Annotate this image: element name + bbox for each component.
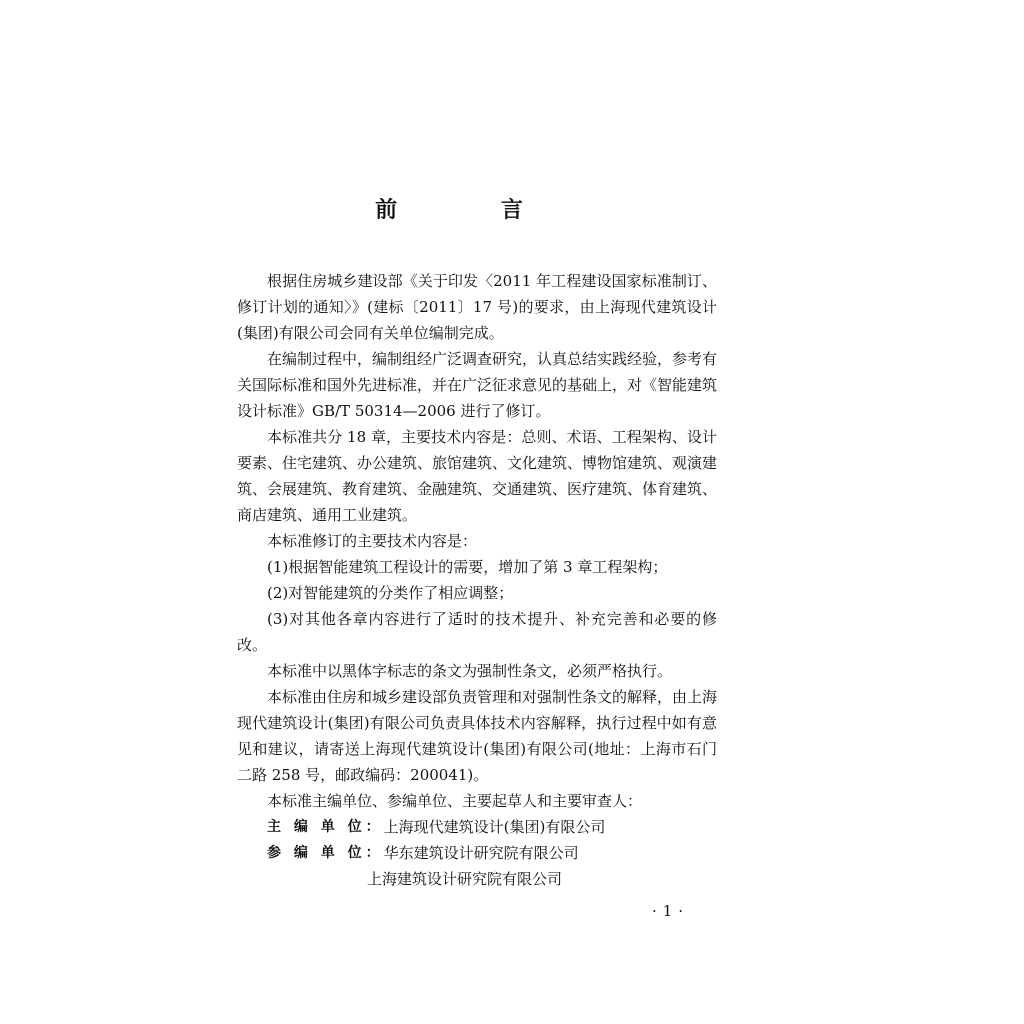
revision-item-1: (1)根据智能建筑工程设计的需要，增加了第 3 章工程架构； [267, 558, 668, 576]
revision-item-3: (3)对其他各章内容进行了适时的技术提升、补充完善和必要的修改。 [237, 610, 717, 654]
paragraph-3: 本标准共分 18 章，主要技术内容是：总则、术语、工程架构、设计要素、住宅建筑、办公建筑、旅馆建筑、文化建筑、博物馆建筑、观演建筑、会展建筑、教育建筑、金融建筑、交通建筑、医疗建筑、体育建筑、商店建筑、通用工业建筑。 [237, 428, 718, 524]
paragraph-1: 根据住房城乡建设部《关于印发〈2011 年工程建设国家标准制订、修订计划的通知〉》(建标〔2011〕17 号)的要求，由上海现代建筑设计(集团)有限公司会同有关单位编制完成。 [237, 272, 717, 342]
chief-editor-value: 上海现代建筑设计(集团)有限公司 [383, 818, 606, 836]
chief-editor-label: 主 编 单 位： [267, 819, 384, 835]
participants-row [237, 840, 717, 866]
paragraph-7: 本标准主编单位、参编单位、主要起草人和主要审查人： [267, 792, 643, 810]
paragraph-5: 本标准中以黑体字标志的条文为强制性条文，必须严格执行。 [267, 662, 673, 680]
chief-editor-row [237, 814, 717, 840]
paragraph-4: 本标准修订的主要技术内容是： [267, 532, 478, 550]
body-text [237, 268, 717, 892]
paragraph-2: 在编制过程中，编制组经广泛调查研究，认真总结实践经验，参考有关国际标准和国外先进标准，并在广泛征求意见的基础上，对《智能建筑设计标准》GB/T 50314—2006 进行了修订。 [237, 350, 718, 420]
participants-label: 参 编 单 位： [267, 845, 384, 861]
revision-item-2: (2)对智能建筑的分类作了相应调整； [267, 584, 514, 602]
page-number: ·1· [652, 902, 690, 920]
participant-unit-1: 华东建筑设计研究院有限公司 [383, 844, 579, 862]
participant-unit-2: 上海建筑设计研究院有限公司 [367, 870, 563, 888]
page-title: 前 言 [375, 198, 571, 223]
paragraph-6: 本标准由住房和城乡建设部负责管理和对强制性条文的解释，由上海现代建筑设计(集团)有限公司负责具体技术内容解释，执行过程中如有意见和建议，请寄送上海现代建筑设计(集团)有限公司(地址：上海市石门二路 258 号，邮政编码：200041)。 [237, 688, 718, 784]
